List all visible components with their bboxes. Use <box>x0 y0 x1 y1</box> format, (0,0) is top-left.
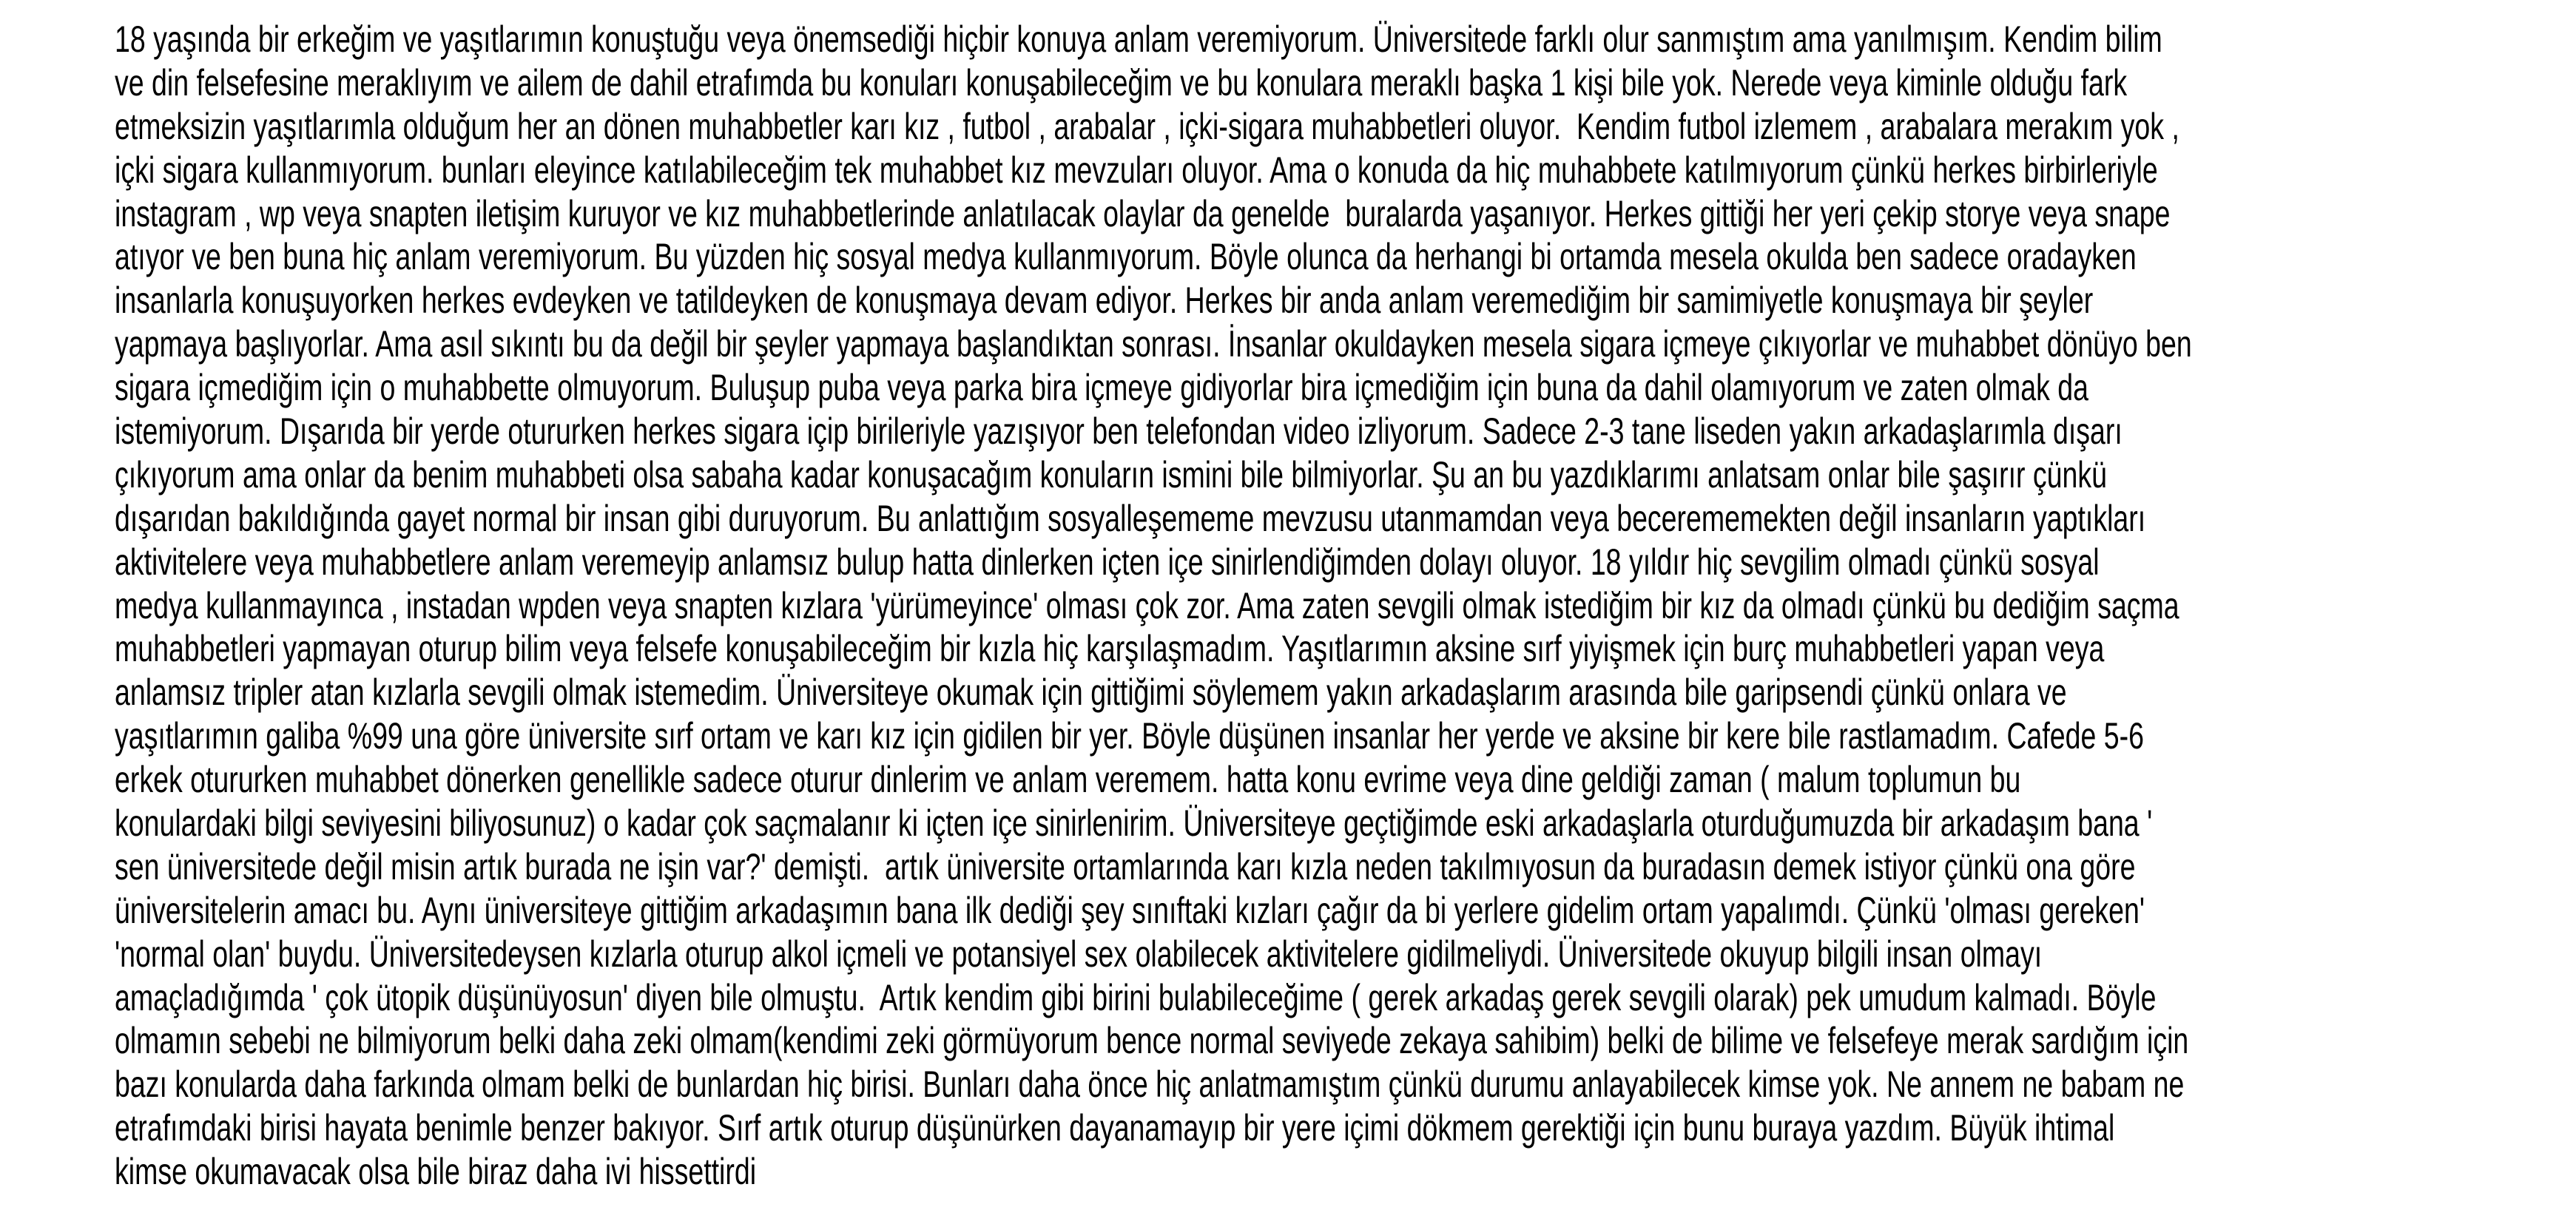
text-line: aktivitelere veya muhabbetlere anlam veremeyip anlamsız bulup hatta dinlerken içten içe sinirlendiğimden dolayı oluyor. 18 yıldır hiç sevgilim olmadı çünkü sosyal <box>115 541 2100 583</box>
text-line: sigara içmediğim için o muhabbette olmuyorum. Buluşup puba veya parka bira içmeye gidiyorlar bira içmediğim için buna da dahil olamıyorum ve zaten olmak da <box>115 367 2088 409</box>
text-line: muhabbetleri yapmayan oturup bilim veya felsefe konuşabileceğim bir kızla hiç karşılaşmadım. Yaşıtlarımın aksine sırf yiyişmek için burç muhabbetleri yapan veya <box>115 628 2105 670</box>
text-line: etmeksizin yaşıtlarımla olduğum her an dönen muhabbetler karı kız , futbol , arabalar , içki-sigara muhabbetleri oluyor. Kendim futbol izlemem , arabalara merakım yok , <box>115 105 2179 147</box>
paragraph-text <box>115 18 2576 1194</box>
text-line: yaşıtlarımın galiba %99 una göre üniversite sırf ortam ve karı kız için gidilen bir yer. Böyle düşünen insanlar her yerde ve aksine bir kere bile rastlamadım. Cafede 5-6 <box>115 715 2144 757</box>
text-line: yapmaya başlıyorlar. Ama asıl sıkıntı bu da değil bir şeyler yapmaya başlandıktan sonrası. İnsanlar okuldayken mesela sigara içmeye çıkıyorlar ve muhabbet dönüyo ben <box>115 323 2192 365</box>
text-line: insanlarla konuşuyorken herkes evdeyken ve tatildeyken de konuşmaya devam ediyor. Herkes bir anda anlam veremediğim bir samimiyetle konuşmaya bir şeyler <box>115 280 2094 322</box>
text-line: medya kullanmayınca , instadan wpden veya snapten kızlara 'yürümeyince' olması çok zor. Ama zaten sevgili olmak istediğim bir kız da olmadı çünkü bu dediğim saçma <box>115 584 2179 626</box>
text-line: içki sigara kullanmıyorum. bunları eleyince katılabileceğim tek muhabbet kız mevzuları oluyor. Ama o konuda da hiç muhabbete katılmıyorum çünkü herkes birbirleriyle <box>115 149 2158 191</box>
text-line: ve din felsefesine meraklıyım ve ailem de dahil etrafımda bu konuları konuşabileceğim ve bu konulara meraklı başka 1 kişi bile yok. Nerede veya kiminle olduğu fark <box>115 61 2128 104</box>
text-line: etrafımdaki birisi hayata benimle benzer bakıyor. Sırf artık oturup düşünürken dayanamayıp bir yere içimi dökmem gerektiği için bunu buraya yazdım. Büyük ihtimal <box>115 1107 2115 1149</box>
text-line: anlamsız tripler atan kızlarla sevgili olmak istemedim. Üniversiteye okumak için gittiğimi söylemem yakın arkadaşlarım arasında bile garipsendi çünkü onlara ve <box>115 672 2067 714</box>
text-line: bazı konularda daha farkında olmam belki de bunlardan hiç birisi. Bunları daha önce hiç anlatmamıştım çünkü durumu anlayabilecek kimse yok. Ne annem ne babam ne <box>115 1064 2185 1106</box>
text-line: atıyor ve ben buna hiç anlam veremiyorum. Bu yüzden hiç sosyal medya kullanmıyorum. Böyle olunca da herhangi bi ortamda mesela okulda ben sadece oradayken <box>115 236 2137 278</box>
text-line: olmamın sebebi ne bilmiyorum belki daha zeki olmam(kendimi zeki görmüyorum bence normal seviyede zekaya sahibim) belki de bilime ve felsefeye merak sardığım için <box>115 1020 2189 1062</box>
text-line: çıkıyorum ama onlar da benim muhabbeti olsa sabaha kadar konuşacağım konuların ismini bile bilmiyorlar. Şu an bu yazdıklarımı anlatsam onlar bile şaşırır çünkü <box>115 453 2107 496</box>
text-line: kimse okumavacak olsa bile biraz daha ivi hissettirdi <box>115 1151 757 1193</box>
text-line: istemiyorum. Dışarıda bir yerde otururken herkes sigara içip birileriyle yazışıyor ben telefondan video izliyorum. Sadece 2-3 tane liseden yakın arkadaşlarımla dışarı <box>115 410 2122 453</box>
text-line: sen üniversitede değil misin artık burada ne işin var?' demişti. artık üniversite ortamlarında karı kızla neden takılmıyosun da buradasın demek istiyor çünkü ona göre <box>115 845 2136 888</box>
text-line: 'normal olan' buydu. Üniversitedeysen kızlarla oturup alkol içmeli ve potansiyel sex olabilecek aktivitelere gidilmeliydi. Üniversitede okuyup bilgili insan olmayı <box>115 933 2043 975</box>
text-line: amaçladığımda ' çok ütopik düşünüyosun' diyen bile olmuştu. Artık kendim gibi birini bulabileceğime ( gerek arkadaş gerek sevgili olarak) pek umudum kalmadı. Böyle <box>115 976 2157 1018</box>
text-line: üniversitelerin amacı bu. Aynı üniversiteye gittiğim arkadaşımın bana ilk dediği şey sınıftaki kızları çağır da bi yerlere gidelim ortam yapalımdı. Çünkü 'olması gereken' <box>115 889 2145 931</box>
text-line: 18 yaşında bir erkeğim ve yaşıtlarımın konuştuğu veya önemsediği hiçbir konuya anlam veremiyorum. Üniversitede farklı olur sanmıştım ama yanılmışım. Kendim bilim <box>115 18 2162 60</box>
text-line: instagram , wp veya snapten iletişim kuruyor ve kız muhabbetlerinde anlatılacak olaylar da genelde buralarda yaşanıyor. Herkes gittiği her yeri çekip storye veya snape <box>115 192 2171 234</box>
text-line: erkek otururken muhabbet dönerken genellikle sadece oturur dinlerim ve anlam veremem. hatta konu evrime veya dine geldiği zaman ( malum toplumun bu <box>115 759 2021 801</box>
text-line: konulardaki bilgi seviyesini biliyosunuz) o kadar çok saçmalanır ki içten içe sinirlenirim. Üniversiteye geçtiğimde eski arkadaşlarla oturduğumuzda bir arkadaşım bana ' <box>115 802 2153 845</box>
text-line: dışarıdan bakıldığında gayet normal bir insan gibi duruyorum. Bu anlattığım sosyalleşememe mevzusu utanmamdan veya becerememekten değil insanların yaptıkları <box>115 497 2146 539</box>
